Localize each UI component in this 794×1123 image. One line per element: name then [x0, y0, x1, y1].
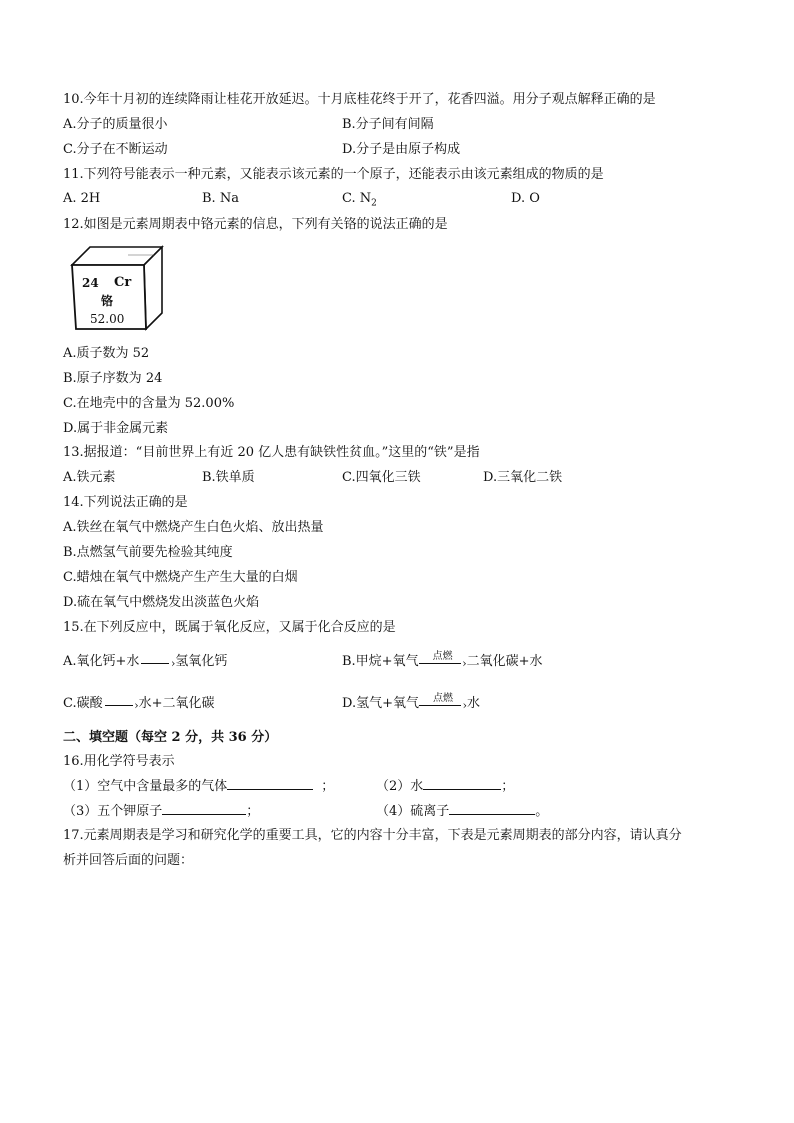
answer-blank[interactable]	[449, 802, 535, 815]
q15-b-products: 二氧化碳+水	[466, 654, 543, 669]
q16-stem: 16.用化学符号表示	[63, 754, 175, 769]
q15-a-reactants: A.氧化钙+水	[63, 654, 140, 669]
q16-part-1: （1）空气中含量最多的气体 ；	[63, 779, 335, 794]
q10-stem: 10.今年十月初的连续降雨让桂花开放延迟。十月底桂花终于开了，花香四溢。用分子观点解释正确的是	[63, 92, 656, 107]
q16-part-4: （4）硫离子 。	[376, 804, 549, 819]
q10-option-a: A.分子的质量很小	[63, 117, 168, 132]
q12-option-d: D.属于非金属元素	[63, 421, 169, 436]
q13-option-b: B.铁单质	[202, 470, 255, 485]
q15-d-reactants: D.氢气+氧气	[342, 696, 419, 711]
answer-blank[interactable]	[423, 777, 501, 790]
q14-stem: 14.下列说法正确的是	[63, 495, 188, 510]
reaction-arrow-ignite: 点燃 ›	[419, 695, 467, 713]
q14-option-b: B.点燃氢气前要先检验其纯度	[63, 545, 233, 560]
q11-option-d: D. O	[511, 191, 540, 206]
reaction-arrow: ›	[139, 653, 175, 671]
q17-stem-line-1: 17.元素周期表是学习和研究化学的重要工具，它的内容十分丰富，下表是元素周期表的部分内容，请认真分	[63, 828, 682, 843]
q11-option-c-subscript: 2	[371, 198, 377, 209]
answer-blank[interactable]	[227, 777, 313, 790]
q16-part-3: （3）五个钾原子 ；	[63, 804, 260, 819]
q13-option-c: C.四氧化三铁	[342, 470, 421, 485]
q15-b-reactants: B.甲烷+氧气	[342, 654, 419, 669]
q11-option-b: B. Na	[202, 191, 239, 206]
q12-option-b: B.原子序数为 24	[63, 371, 163, 386]
reaction-condition: 点燃	[432, 651, 453, 662]
reaction-arrow: ›	[103, 695, 139, 713]
q13-stem: 13.据报道：“目前世界上有近 20 亿人患有缺铁性贫血。”这里的“铁”是指	[63, 445, 480, 460]
element-tile-chromium	[68, 241, 168, 333]
element-symbol: Cr	[114, 275, 132, 290]
q15-stem: 15.在下列反应中，既属于氧化反应，又属于化合反应的是	[63, 620, 396, 635]
q15-c-reactants: C.碳酸	[63, 696, 103, 711]
q12-stem: 12.如图是元素周期表中铬元素的信息，下列有关铬的说法正确的是	[63, 217, 448, 232]
reaction-arrow-ignite: 点燃 ›	[419, 653, 467, 671]
q10-option-d: D.分子是由原子构成	[342, 142, 461, 157]
q11-option-c-main: C. N	[342, 191, 372, 206]
q14-option-a: A.铁丝在氧气中燃烧产生白色火焰、放出热量	[63, 520, 324, 535]
element-name: 铬	[101, 294, 114, 308]
element-atomic-number: 24	[82, 276, 99, 290]
q12-option-c: C.在地壳中的含量为 52.00%	[63, 396, 235, 411]
q17-stem-line-2: 析并回答后面的问题：	[63, 853, 194, 868]
q15-c-products: 水+二氧化碳	[138, 696, 215, 711]
answer-blank[interactable]	[162, 802, 246, 815]
q11-option-a: A. 2H	[63, 191, 101, 206]
q14-option-d: D.硫在氧气中燃烧发出淡蓝色火焰	[63, 595, 260, 610]
q12-option-a: A.质子数为 52	[63, 346, 150, 361]
q15-d-products: 水	[467, 696, 481, 711]
q14-option-c: C.蜡烛在氧气中燃烧产生产生大量的白烟	[63, 570, 298, 585]
q16-part-2: （2）水 ；	[376, 779, 515, 794]
q15-option-a	[63, 653, 227, 671]
q13-option-a: A.铁元素	[63, 470, 116, 485]
q15-option-d	[342, 695, 480, 713]
q15-a-products: 氢氧化钙	[175, 654, 228, 669]
q13-option-d: D.三氧化二铁	[483, 470, 563, 485]
element-atomic-mass: 52.00	[90, 312, 125, 326]
q11-stem: 11.下列符号能表示一种元素，又能表示该元素的一个原子，还能表示由该元素组成的物质的是	[63, 167, 604, 182]
q15-option-b	[342, 653, 543, 671]
q11-option-c	[342, 190, 377, 213]
q10-option-c: C.分子在不断运动	[63, 142, 168, 157]
q15-option-c	[63, 695, 215, 713]
section-heading: 二、填空题（每空 2 分，共 36 分）	[63, 730, 278, 745]
reaction-condition: 点燃	[433, 693, 453, 704]
q10-option-b: B.分子间有间隔	[342, 117, 434, 132]
